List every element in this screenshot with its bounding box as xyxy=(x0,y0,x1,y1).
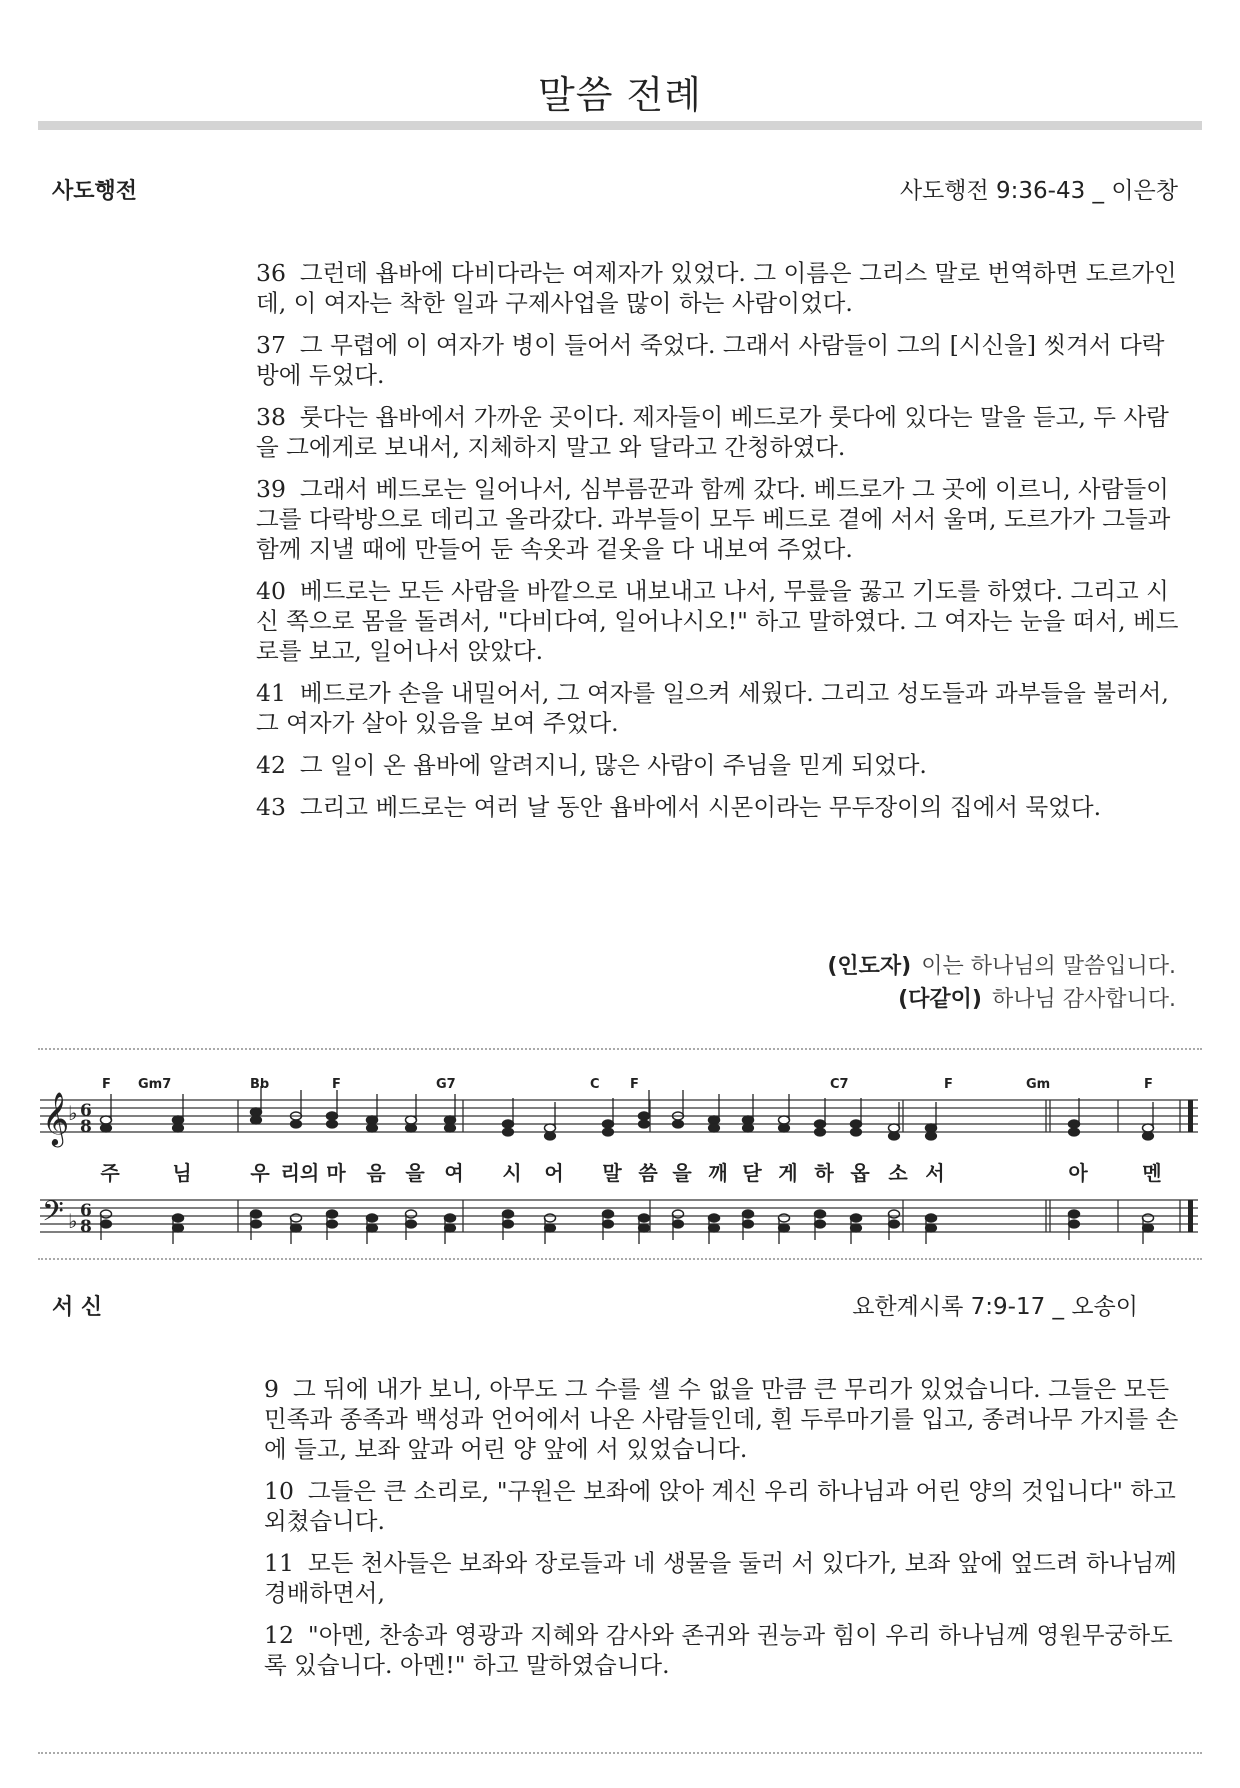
verse-number: 37 xyxy=(256,331,286,359)
note-head xyxy=(743,1220,754,1228)
lyric-syllable: 깨 xyxy=(708,1161,728,1185)
verse-text: 베드로는 모든 사람을 바깥으로 내보내고 나서, 무릎을 꿇고 기도를 하였다. 그리고 시신 쪽으로 몸을 돌려서, "다비다여, 일어나시오!" 하고 말하였다. 그 여자는 눈을 떠서, 베드로를 보고, 일어나서 앉았다. xyxy=(256,577,1179,665)
lyric-syllable: 닫 xyxy=(742,1161,762,1185)
verse xyxy=(256,678,1186,738)
verse xyxy=(264,1374,1184,1464)
divider xyxy=(38,1048,1202,1050)
chord-symbol: Bb xyxy=(250,1077,270,1092)
note-head xyxy=(101,1220,112,1228)
note-head xyxy=(889,1124,900,1132)
note-head xyxy=(1143,1214,1154,1222)
verse-text: 모든 천사들은 보좌와 장로들과 네 생물을 둘러 서 있다가, 보좌 앞에 엎드려 하나님께 경배하면서, xyxy=(264,1549,1177,1607)
all-label: (다같이) xyxy=(898,987,982,1012)
response-block xyxy=(827,950,1176,1016)
note-head xyxy=(503,1220,514,1228)
verse-text: 그 뒤에 내가 보니, 아무도 그 수를 셀 수 없을 만큼 큰 무리가 있었습니다. 그들은 모든 민족과 종족과 백성과 언어에서 나온 사람들인데, 흰 두루마기를 입고, 종려나무 가지를 손에 들고, 보좌 앞과 어린 양 앞에 서 있었습니다. xyxy=(264,1375,1179,1463)
chord-symbol: G7 xyxy=(436,1077,456,1092)
lyric-syllable: 멘 xyxy=(1142,1161,1162,1185)
chord-symbol: F xyxy=(102,1077,111,1092)
note-head xyxy=(815,1210,826,1218)
verse-text: "아멘, 찬송과 영광과 지혜와 감사와 존귀와 권능과 힘이 우리 하나님께 영원무궁하도록 있습니다. 아멘!" 하고 말하였습니다. xyxy=(264,1621,1173,1679)
note-head xyxy=(1143,1132,1154,1140)
chord-symbol: C xyxy=(590,1077,600,1092)
note-head xyxy=(815,1120,826,1128)
note-head xyxy=(367,1214,378,1222)
all-response xyxy=(827,983,1176,1016)
final-barline xyxy=(1188,1200,1193,1232)
music-score xyxy=(38,1070,1202,1260)
reading2-label: 서 신 xyxy=(52,1295,103,1320)
verse-number: 42 xyxy=(256,751,286,779)
flat-sign: ♭ xyxy=(68,1101,78,1125)
note-head xyxy=(889,1210,900,1218)
chord-symbol: Gm7 xyxy=(138,1077,172,1092)
reading1-verses xyxy=(256,258,1186,834)
chord-symbol: Gm xyxy=(1026,1077,1051,1092)
verse xyxy=(256,750,1186,780)
lyric-syllable: 씀 xyxy=(638,1161,658,1185)
note-head xyxy=(779,1224,790,1232)
time-signature-top: 6 xyxy=(80,1101,92,1121)
note-head xyxy=(1143,1124,1154,1132)
verse xyxy=(256,576,1186,666)
chord-symbol: F xyxy=(630,1077,639,1092)
note-head xyxy=(101,1116,112,1124)
note-head xyxy=(445,1214,456,1222)
note-head xyxy=(815,1220,826,1228)
note-head xyxy=(445,1224,456,1232)
note-head xyxy=(851,1120,862,1128)
verse-number: 43 xyxy=(256,793,286,821)
note-head xyxy=(851,1224,862,1232)
verse-text: 그런데 욥바에 다비다라는 여제자가 있었다. 그 이름은 그리스 말로 번역하면 도르가인데, 이 여자는 착한 일과 구제사업을 많이 하는 사람이었다. xyxy=(256,259,1177,317)
lyric-syllable: 소 xyxy=(888,1161,908,1185)
note-head xyxy=(603,1120,614,1128)
note-head xyxy=(779,1124,790,1132)
reading1-label: 사도행전 xyxy=(52,179,138,204)
note-head xyxy=(673,1210,684,1218)
lyric-syllable: 아 xyxy=(1068,1161,1088,1185)
note-head xyxy=(173,1214,184,1222)
lyric-syllable: 말 xyxy=(602,1161,622,1185)
verse-number: 38 xyxy=(256,403,286,431)
note-head xyxy=(926,1132,937,1140)
all-text: 하나님 감사합니다. xyxy=(991,987,1176,1012)
note-head xyxy=(445,1124,456,1132)
page-title: 말씀 전례 xyxy=(538,73,702,117)
lyric-syllable: 서 xyxy=(925,1161,945,1185)
time-signature-top: 6 xyxy=(80,1201,92,1221)
note-head xyxy=(639,1112,650,1120)
lyric-syllable: 님 xyxy=(172,1161,192,1185)
note-head xyxy=(779,1116,790,1124)
leader-text: 이는 하나님의 말씀입니다. xyxy=(921,954,1176,979)
note-head xyxy=(406,1116,417,1124)
verse-number: 9 xyxy=(264,1375,279,1403)
note-head xyxy=(743,1124,754,1132)
verse xyxy=(264,1620,1184,1680)
note-head xyxy=(779,1214,790,1222)
note-head xyxy=(173,1116,184,1124)
lyrics xyxy=(100,1161,1161,1185)
lyric-syllable: 옵 xyxy=(850,1161,870,1185)
note-head xyxy=(101,1210,112,1218)
reading1-reference: 사도행전 9:36-43 _ 이은창 xyxy=(899,178,1178,204)
verse-text: 그래서 베드로는 일어나서, 심부름꾼과 함께 갔다. 베드로가 그 곳에 이르니, 사람들이 그를 다락방으로 데리고 올라갔다. 과부들이 모두 베드로 곁에 서서 울며, 도르가가 그들과 함께 지낼 때에 만들어 둔 속옷과 겉옷을 다 내보여 주었다. xyxy=(256,475,1171,563)
note-head xyxy=(639,1120,650,1128)
note-head xyxy=(889,1132,900,1140)
lyric-syllable: 시 xyxy=(502,1161,522,1185)
note-head xyxy=(709,1124,720,1132)
note-head xyxy=(406,1210,417,1218)
note-head xyxy=(173,1224,184,1232)
note-head xyxy=(851,1214,862,1222)
lyric-syllable: 주 xyxy=(100,1161,120,1185)
reading2-verses xyxy=(264,1374,1184,1692)
leader-label: (인도자) xyxy=(827,954,912,979)
lyric-syllable: 하 xyxy=(814,1161,834,1185)
note-head xyxy=(291,1214,302,1222)
note-head xyxy=(367,1124,378,1132)
note-head xyxy=(327,1210,338,1218)
note-head xyxy=(503,1210,514,1218)
note-head xyxy=(173,1124,184,1132)
note-head xyxy=(251,1116,262,1124)
title-divider xyxy=(38,121,1202,130)
verse xyxy=(256,258,1186,318)
divider xyxy=(38,1258,1202,1260)
time-signature-bottom: 8 xyxy=(80,1117,92,1137)
verse-number: 12 xyxy=(264,1621,294,1649)
note-head xyxy=(251,1108,262,1116)
note-head xyxy=(743,1116,754,1124)
reading2-reference: 요한계시록 7:9-17 _ 오송이 xyxy=(852,1294,1138,1320)
note-head xyxy=(545,1124,556,1132)
note-head xyxy=(603,1220,614,1228)
note-head xyxy=(709,1214,720,1222)
verse-number: 36 xyxy=(256,259,286,287)
note-head xyxy=(545,1132,556,1140)
lyric-syllable: 리의 xyxy=(280,1161,320,1185)
note-head xyxy=(603,1210,614,1218)
note-head xyxy=(503,1120,514,1128)
note-head xyxy=(545,1224,556,1232)
note-head xyxy=(709,1116,720,1124)
verse-number: 10 xyxy=(264,1477,294,1505)
verse-text: 그리고 베드로는 여러 날 동안 욥바에서 시몬이라는 무두장이의 집에서 묵었다. xyxy=(299,793,1102,821)
time-signature-bottom: 8 xyxy=(80,1217,92,1237)
lyric-syllable: 여 xyxy=(444,1161,464,1185)
chord-symbol: F xyxy=(332,1077,341,1092)
note-head xyxy=(743,1210,754,1218)
leader-response xyxy=(827,950,1176,983)
lyric-syllable: 게 xyxy=(778,1161,798,1185)
treble-staff xyxy=(40,1086,1198,1147)
note-head xyxy=(367,1116,378,1124)
lyric-syllable: 어 xyxy=(544,1161,564,1185)
note-head xyxy=(1069,1120,1080,1128)
note-head xyxy=(101,1124,112,1132)
note-head xyxy=(1143,1224,1154,1232)
final-barline xyxy=(1188,1100,1193,1132)
verse xyxy=(256,330,1186,390)
note-head xyxy=(709,1224,720,1232)
verse xyxy=(264,1476,1184,1536)
note-head xyxy=(1069,1210,1080,1218)
note-head xyxy=(889,1220,900,1228)
note-head xyxy=(603,1128,614,1136)
verse xyxy=(256,402,1186,462)
note-head xyxy=(367,1224,378,1232)
chord-symbol: C7 xyxy=(830,1077,849,1092)
note-head xyxy=(926,1124,937,1132)
note-head xyxy=(406,1220,417,1228)
note-head xyxy=(926,1214,937,1222)
note-head xyxy=(291,1224,302,1232)
note-head xyxy=(926,1224,937,1232)
note-head xyxy=(251,1220,262,1228)
note-head xyxy=(327,1120,338,1128)
lyric-syllable: 우 xyxy=(250,1161,270,1185)
note-head xyxy=(815,1128,826,1136)
verse xyxy=(256,792,1186,822)
chord-symbols xyxy=(102,1077,1153,1092)
note-head xyxy=(406,1124,417,1132)
treble-clef: 𝄞 xyxy=(42,1091,70,1145)
note-head xyxy=(673,1120,684,1128)
lyric-syllable: 음 xyxy=(366,1161,386,1185)
bass-staff xyxy=(40,1195,1198,1244)
note-head xyxy=(545,1214,556,1222)
flat-sign: ♭ xyxy=(68,1209,78,1233)
note-head xyxy=(445,1116,456,1124)
verse xyxy=(264,1548,1184,1608)
lyric-syllable: 마 xyxy=(326,1161,346,1185)
chord-symbol: F xyxy=(944,1077,953,1092)
verse-text: 그 무렵에 이 여자가 병이 들어서 죽었다. 그래서 사람들이 그의 [시신을] 씻겨서 다락방에 두었다. xyxy=(256,331,1165,389)
lyric-syllable: 을 xyxy=(672,1161,692,1185)
note-head xyxy=(639,1224,650,1232)
note-head xyxy=(327,1112,338,1120)
note-head xyxy=(851,1128,862,1136)
verse-number: 41 xyxy=(256,679,286,707)
verse-text: 베드로가 손을 내밀어서, 그 여자를 일으켜 세웠다. 그리고 성도들과 과부들을 불러서, 그 여자가 살아 있음을 보여 주었다. xyxy=(256,679,1169,737)
verse-text: 룻다는 욥바에서 가까운 곳이다. 제자들이 베드로가 룻다에 있다는 말을 듣고, 두 사람을 그에게로 보내서, 지체하지 말고 와 달라고 간청하였다. xyxy=(256,403,1169,461)
verse-number: 40 xyxy=(256,577,286,605)
note-head xyxy=(327,1220,338,1228)
divider xyxy=(38,1752,1202,1754)
verse-number: 39 xyxy=(256,475,286,503)
note-head xyxy=(1069,1128,1080,1136)
note-head xyxy=(291,1120,302,1128)
chord-symbol: F xyxy=(1144,1077,1153,1092)
verse xyxy=(256,474,1186,564)
bass-clef: 𝄢 xyxy=(42,1195,64,1235)
verse-number: 11 xyxy=(264,1549,294,1577)
note-head xyxy=(639,1214,650,1222)
note-head xyxy=(673,1220,684,1228)
lyric-syllable: 을 xyxy=(405,1161,425,1185)
note-head xyxy=(503,1128,514,1136)
note-head xyxy=(1069,1220,1080,1228)
verse-text: 그 일이 온 욥바에 알려지니, 많은 사람이 주님을 믿게 되었다. xyxy=(299,751,927,779)
note-head xyxy=(251,1210,262,1218)
verse-text: 그들은 큰 소리로, "구원은 보좌에 앉아 계신 우리 하나님과 어린 양의 것입니다" 하고 외쳤습니다. xyxy=(264,1477,1176,1535)
